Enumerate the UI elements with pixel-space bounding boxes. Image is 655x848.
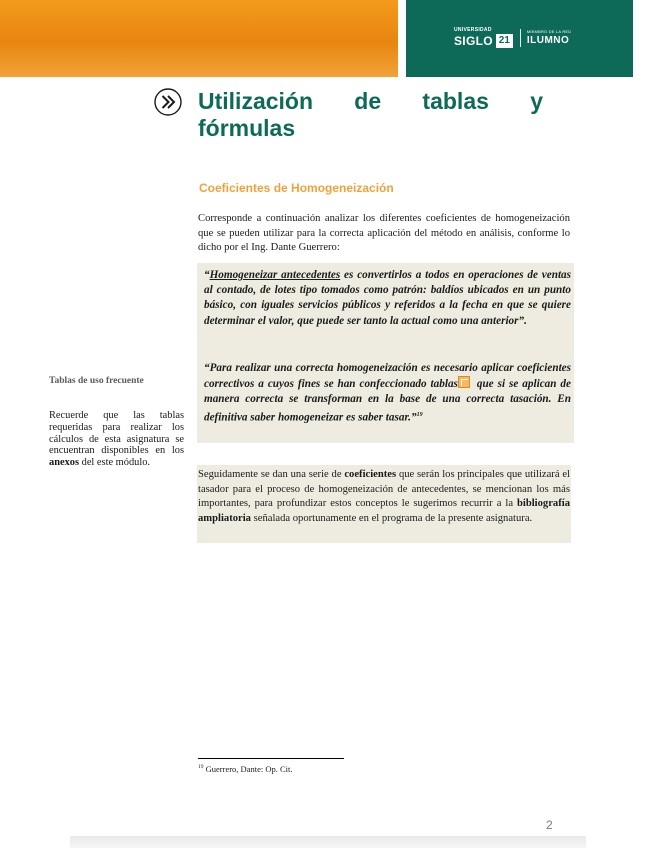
page-number: 2: [546, 818, 553, 832]
logo-ilumno-text: ILUMNO: [526, 35, 570, 46]
page-title: [198, 88, 543, 142]
sidebar-note-bold: anexos: [49, 457, 80, 469]
quote-2: [204, 361, 571, 426]
logo-universidad-text: UNIVERSIDAD: [454, 27, 492, 33]
quote-2-part-2: que si se aplican de manera correcta se transforman en la base de una correcta tasación. En definitiva saber homogeneizar es saber tasar.”: [204, 378, 571, 424]
sidebar-note: [49, 410, 184, 469]
footnote-ref[interactable]: 19: [416, 411, 423, 418]
footnote-number: 19: [198, 764, 204, 771]
paragraph-2: [198, 468, 570, 526]
university-logo: [454, 24, 571, 52]
quote-2-part-1: “Para realizar una correcta homogeneización es necesario aplicar coeficientes correctivos a cuyos fines se han confeccionado tablas: [204, 362, 571, 391]
footnote-text: Guerrero, Dante: Op. Cit.: [203, 764, 293, 774]
sidebar-note-end: del este módulo.: [79, 457, 151, 469]
logo-divider: [520, 29, 521, 47]
p2-text-2: que serán los principales que utilizará el tasador para el proceso de homogeneización de antecedentes, se mencionan los más importantes, para profundizar estos conceptos le sugerimos recurrir a la: [198, 469, 570, 510]
p2-text-3: señalada oportunamente en el programa de la presente asignatura.: [250, 512, 533, 524]
intro-paragraph: Corresponde a continuación analizar los diferentes coeficientes de homogeneización que se pueden utilizar para la correcta aplicación del método en análisis, conforme lo dicho por el Ing. Dante Guerrero:: [198, 213, 570, 254]
header-banner-orange: [0, 0, 398, 77]
footer-bar: [70, 836, 586, 848]
title-line-1: Utilización de tablas y: [198, 88, 543, 114]
title-line-2: fórmulas: [198, 115, 296, 141]
section-title: Coeficientes de Homogeneización: [199, 181, 394, 195]
sidebar-heading: Tablas de uso frecuente: [49, 376, 144, 386]
table-icon[interactable]: [458, 376, 470, 388]
p2-bold-bibliografia: bibliografía ampliatoria: [198, 498, 570, 524]
quote-1-rest: es convertirlos a todos en operaciones de ventas al contado, de lotes tipo tomados como patrón: baldíos ubicados en un punto básico, con iguales servicios públicos y referidos a la fecha en que se quiere determinar el valor, que puede ser tanto la actual como una anterior”.: [204, 269, 571, 327]
logo-siglo-text: SIGLO: [454, 34, 493, 48]
logo-21-badge: 21: [496, 34, 513, 48]
quote-1-open: “: [204, 269, 210, 281]
footnote: [198, 764, 293, 774]
p2-text-1: Seguidamente se dan una serie de: [198, 469, 345, 480]
quote-1: [204, 268, 571, 329]
logo-member-text: MIEMBRO DE LA RED: [526, 29, 572, 34]
double-chevron-right-icon: [153, 87, 183, 117]
footnote-divider: [198, 758, 344, 759]
sidebar-note-text: Recuerde que las tablas requeridas para realizar los cálculos de esta asignatura se encuentran disponibles en los: [49, 410, 184, 457]
p2-bold-coeficientes: coeficientes: [344, 469, 397, 480]
quote-1-underlined: Homogeneizar antecedentes: [209, 269, 341, 281]
